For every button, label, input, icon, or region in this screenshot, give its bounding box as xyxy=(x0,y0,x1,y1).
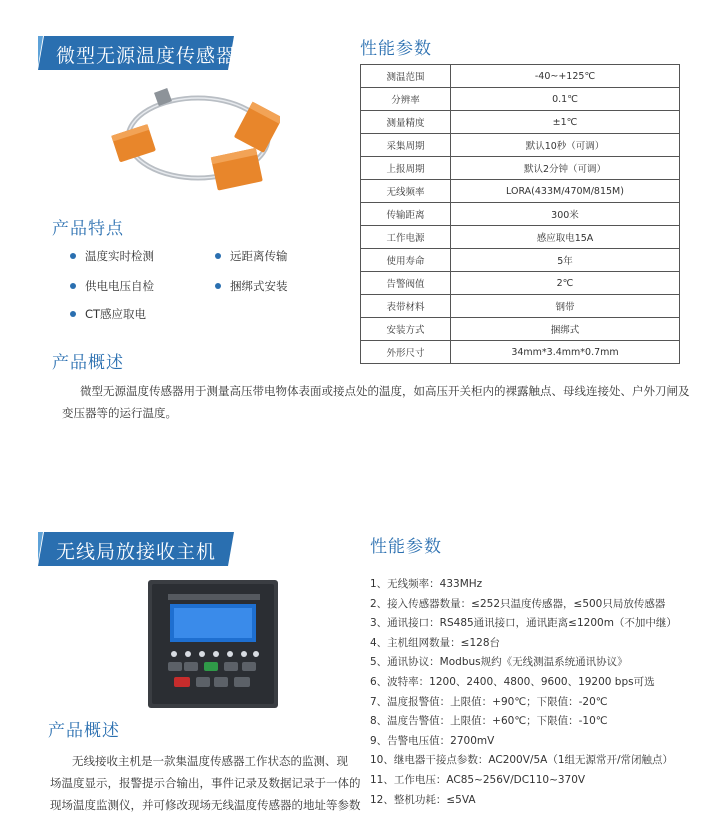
receiver-spec-list xyxy=(370,576,695,811)
receiver-spec-title: 性能参数 xyxy=(370,537,442,557)
list-item: 9、告警电压值：2700mV xyxy=(370,734,495,747)
list-item: 4、主机组网数量：≤128台 xyxy=(370,636,501,649)
list-item: 12、整机功耗：≤5VA xyxy=(370,793,476,806)
bullet-icon xyxy=(70,253,76,259)
list-item: 10、继电器干接点参数：AC200V/5A（1组无源常开/常闭触点） xyxy=(370,754,674,767)
table-row: 外形尺寸 34mm*3.4mm*0.7mm xyxy=(361,341,680,364)
table-row: 上报周期 默认2分钟（可调） xyxy=(361,157,680,180)
table-row: 测温范围 -40~+125℃ xyxy=(361,65,680,88)
table-row: 使用寿命 5年 xyxy=(361,249,680,272)
sensor-title: 微型无源温度传感器 xyxy=(56,45,237,67)
feature-item: CT感应取电 xyxy=(70,306,146,322)
feature-item: 远距离传输 xyxy=(215,248,288,264)
sensor-overview-text: 微型无源温度传感器用于测量高压带电物体表面或接点处的温度，如高压开关柜内的裸露触点、母线连接处、户外刀闸及 变压器等的运行温度。 xyxy=(62,384,690,420)
bullet-icon xyxy=(215,283,221,289)
receiver-title-banner xyxy=(38,532,234,566)
bullet-icon xyxy=(70,283,76,289)
table-row: 表带材料 钢带 xyxy=(361,295,680,318)
feature-item: 温度实时检测 xyxy=(70,248,154,264)
table-row: 告警阀值 2℃ xyxy=(361,272,680,295)
list-item: 2、接入传感器数量：≤252只温度传感器，≤500只局放传感器 xyxy=(370,597,666,610)
receiver-product-image xyxy=(148,580,278,708)
sensor-overview-title: 产品概述 xyxy=(52,353,124,373)
list-item: 11、工作电压：AC85~256V/DC110~370V xyxy=(370,773,586,786)
receiver-title: 无线局放接收主机 xyxy=(56,541,217,563)
sensor-spec-table xyxy=(360,64,680,364)
list-item: 7、温度报警值：上限值：+90℃；下限值：-20℃ xyxy=(370,695,608,708)
sensor-title-banner xyxy=(38,36,237,70)
bullet-icon xyxy=(70,311,76,317)
receiver-overview-title: 产品概述 xyxy=(48,721,120,741)
list-item: 3、通讯接口：RS485通讯接口，通讯距离≤1200m（不加中继） xyxy=(370,617,677,630)
table-row: 工作电源 感应取电15A xyxy=(361,226,680,249)
table-row: 传输距离 300米 xyxy=(361,203,680,226)
feature-item: 供电电压自检 xyxy=(70,278,154,294)
sensor-features-title: 产品特点 xyxy=(52,219,124,239)
sensor-product-image xyxy=(110,86,280,196)
list-item: 1、无线频率：433MHz xyxy=(370,578,483,590)
feature-item: 捆绑式安装 xyxy=(215,278,288,294)
bullet-icon xyxy=(215,253,221,259)
table-row: 分辨率 0.1℃ xyxy=(361,88,680,111)
receiver-overview-text: 无线接收主机是一款集温度传感器工作状态的监测、现 场温度显示，报警提示合输出，事件记录及数据记录于一体的 现场温度监测仪，并可修改现场无线温度传感器的地址等参数 xyxy=(50,754,361,812)
list-item: 5、通讯协议：Modbus规约《无线测温系统通讯协议》 xyxy=(370,656,628,669)
list-item: 8、温度告警值：上限值：+60℃；下限值：-10℃ xyxy=(370,715,608,728)
table-row: 采集周期 默认10秒（可调） xyxy=(361,134,680,157)
table-row: 无线频率 LORA(433M/470M/815M) xyxy=(361,180,680,203)
table-row: 安装方式 捆绑式 xyxy=(361,318,680,341)
sensor-spec-title: 性能参数 xyxy=(360,39,432,59)
list-item: 6、波特率：1200、2400、4800、9600、19200 bps可选 xyxy=(370,675,655,688)
table-row: 测量精度 ±1℃ xyxy=(361,111,680,134)
